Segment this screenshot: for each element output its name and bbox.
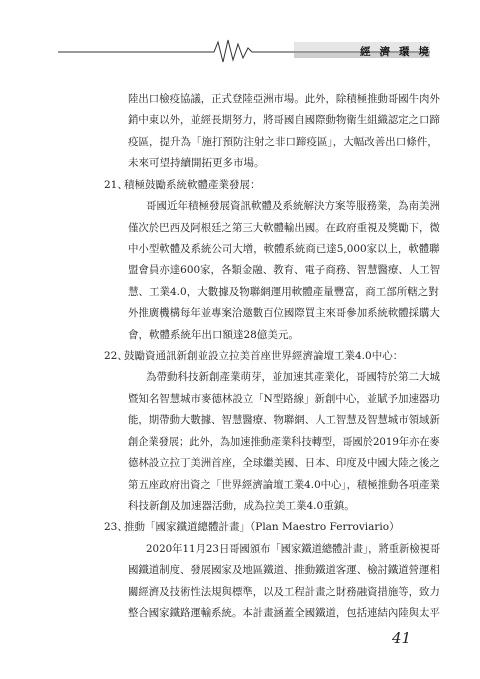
- text-line: 德林設立拉丁美洲首座，全球繼美國、日本、印度及中國大陸之後之: [128, 457, 440, 470]
- text-line: 能，期帶動大數據、智慧醫療、物聯網、人工智慧及智慧城市領域新: [128, 414, 440, 427]
- text-line: 會，軟體系統年出口額達28億美元。: [128, 328, 299, 341]
- text-line: 創企業發展；此外，為加速推動產業科技轉型，哥國於2019年亦在麥: [128, 435, 440, 448]
- text-line: 哥國近年積極發展資訊軟體及系統解決方案等服務業，為南美洲: [146, 200, 440, 213]
- section-heading: 鼓勵資通訊新創並設立拉美首座世界經濟論壇工業4.0中心：: [124, 350, 404, 362]
- text-line: 科技新創及加速器活動，成為拉美工業4.0重鎮。: [128, 499, 355, 512]
- text-line: 慧、工業4.0，大數據及物聯網運用軟體產量豐富，商工部所轄之對: [128, 285, 439, 298]
- text-line: 疫區，提升為「施打預防注射之非口蹄疫區」，大幅改善出口條件，: [128, 135, 438, 148]
- item-number: 21、: [104, 178, 128, 191]
- section-heading: 推動「國家鐵道總體計畫」（Plan Maestro Ferroviario）: [124, 521, 400, 534]
- text-line: 銷中東以外，並經長期努力，將哥國自國際動物衛生組織認定之口蹄: [128, 114, 440, 127]
- text-line: 陸出口檢疫協議，正式登陸亞洲市場。此外，除積極推動哥國牛肉外: [128, 93, 440, 105]
- section-heading: 積極鼓勵系統軟體產業發展：: [124, 178, 261, 191]
- text-line: 暨知名智慧城市麥德林設立「N型路線」新創中心，並賦予加速器功: [128, 392, 440, 405]
- text-line: 未來可望持續開拓更多市場。: [128, 157, 265, 170]
- text-line: 第五座政府出資之「世界經濟論壇工業4.0中心」，積極推動各項產業: [128, 478, 440, 491]
- text-line: 整合國家鐵路運輸系統。本計畫涵蓋全國鐵道，包括連結內陸與太平: [128, 607, 440, 619]
- text-line: 外推廣機構每年並專案洽邀數百位國際買主來哥參加系統軟體採購大: [128, 307, 440, 320]
- item-number: 23、: [104, 521, 128, 534]
- text-line: 2020年11月23日哥國頒布「國家鐵道總體計畫」，將重新檢視哥: [146, 542, 441, 555]
- page-number: 41: [392, 629, 412, 647]
- text-line: 盟會員亦達600家，各類金融、教育、電子商務、智慧醫療、人工智: [128, 264, 441, 277]
- header-title: 經濟環境: [360, 46, 438, 58]
- text-line: 中小型軟體及系統公司大增，軟體系統商已達5,000家以上，軟體聯: [128, 242, 440, 255]
- text-line: 關經濟及技術性法規與標準，以及工程計畫之財務融資措施等，致力: [128, 585, 440, 598]
- text-line: 僅次於巴西及阿根廷之第三大軟體輸出國。在政府重視及獎勵下，微: [128, 221, 440, 234]
- text-line: 為帶動科技新創產業萌芽，並加速其產業化，哥國特於第二大城: [146, 371, 440, 384]
- text-line: 國鐵道制度、發展國家及地區鐵道、推動鐵道客運、檢討鐵道營運相: [128, 564, 440, 577]
- item-number: 22、: [104, 350, 128, 362]
